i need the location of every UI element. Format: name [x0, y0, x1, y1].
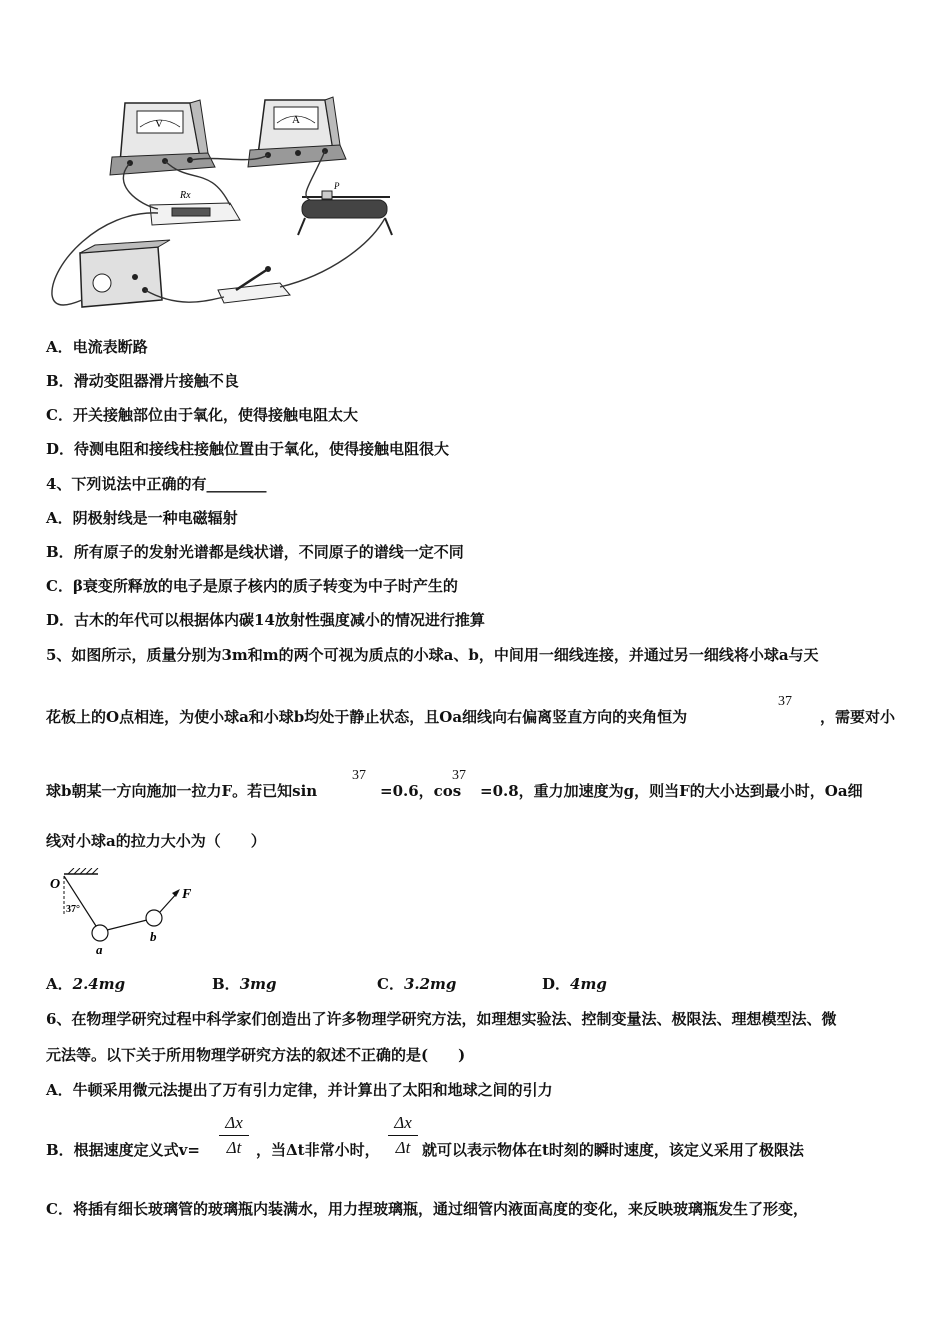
angle-label: 37° [66, 904, 80, 915]
ball-b-label: b [150, 929, 157, 944]
q6-stem-line2: 元法等。以下关于所用物理学研究方法的叙述不正确的是( ) [46, 1046, 466, 1064]
q3-option-c: C．开关接触部位由于氧化，使得接触电阻太大 [46, 406, 358, 424]
q5-option-c: C．3.2mg [377, 975, 457, 993]
q3-option-b: B．滑动变阻器滑片接触不良 [46, 372, 239, 390]
string-oa [64, 876, 96, 926]
q6-option-c: C．将插有细长玻璃管的玻璃瓶内装满水，用力捏玻璃瓶，通过细管内液面高度的变化，来反映玻璃瓶发生了形变， [46, 1200, 808, 1218]
q5-angle-sup-3: 37 [452, 768, 466, 783]
ball-a [92, 925, 108, 941]
q5-option-d: D．4mg [542, 975, 607, 993]
voltmeter-symbol: V [155, 118, 163, 130]
q5-stem-line3a: 球b朝某一方向施加一拉力F。若已知sin [46, 782, 318, 800]
q6-option-b-part3: 就可以表示物体在t时刻的瞬时速度，该定义采用了极限法 [422, 1141, 804, 1159]
slider-label: P [334, 181, 340, 191]
q6-option-b-part1: B．根据速度定义式v= [46, 1141, 200, 1159]
circuit-figure [40, 95, 410, 325]
q5-stem-line2-end: ，需要对小 [820, 708, 896, 726]
q6-fraction-1: Δx Δt [219, 1113, 249, 1158]
ball-a-label: a [96, 942, 103, 957]
q5-option-b: B．3mg [212, 975, 277, 993]
force-f-label: F [182, 887, 192, 902]
voltmeter [110, 100, 215, 175]
q3-option-d: D．待测电阻和接线柱接触位置由于氧化，使得接触电阻很大 [46, 440, 450, 458]
q4-option-c: C．β衰变所释放的电子是原子核内的质子转变为中子时产生的 [46, 577, 458, 595]
q3-option-a: A．电流表断路 [46, 338, 148, 356]
resistor-rx [150, 190, 240, 225]
q5-stem-line1: 5、如图所示，质量分别为3m和m的两个可视为质点的小球a、b，中间用一细线连接，并通过另一细线将小球a与天 [46, 646, 819, 664]
q4-option-b: B．所有原子的发射光谱都是线状谱，不同原子的谱线一定不同 [46, 543, 464, 561]
ball-b [146, 910, 162, 926]
resistor-label: Rx [180, 190, 191, 201]
q5-stem-line3b: =0.6，cos [380, 782, 462, 800]
q6-option-a: A．牛顿采用微元法提出了万有引力定律，并计算出了太阳和地球之间的引力 [46, 1081, 553, 1099]
q5-angle-sup-2: 37 [352, 768, 366, 783]
q4-stem: 4、下列说法中正确的有________ [46, 475, 267, 493]
string-ab [107, 920, 147, 930]
q4-option-d: D．古木的年代可以根据体内碳14放射性强度减小的情况进行推算 [46, 611, 485, 629]
q6-stem-line1: 6、在物理学研究过程中科学家们创造出了许多物理学研究方法，如理想实验法、控制变量法、极限法、理想模型法、微 [46, 1010, 837, 1028]
point-o-label: O [50, 877, 61, 892]
q5-option-a: A．2.4mg [46, 975, 126, 993]
power-supply [80, 240, 170, 307]
q5-angle-sup-1: 37 [778, 694, 792, 709]
q4-option-a: A．阴极射线是一种电磁辐射 [46, 509, 238, 527]
q5-stem-line4: 线对小球a的拉力大小为（ ） [46, 832, 266, 850]
rheostat [298, 181, 392, 235]
q6-fraction-2: Δx Δt [388, 1113, 418, 1158]
q6-option-b-part2: ，当Δt非常小时， [256, 1141, 380, 1159]
switch [218, 266, 290, 303]
ammeter [248, 97, 346, 167]
ammeter-symbol: A [292, 114, 300, 126]
q5-figure [44, 868, 214, 958]
q5-stem-line2: 花板上的O点相连，为使小球a和小球b均处于静止状态，且Oa细线向右偏离竖直方向的夹角恒为 [46, 708, 688, 726]
q5-stem-line3c: =0.8，重力加速度为g，则当F的大小达到最小时，Oa细 [480, 782, 863, 800]
